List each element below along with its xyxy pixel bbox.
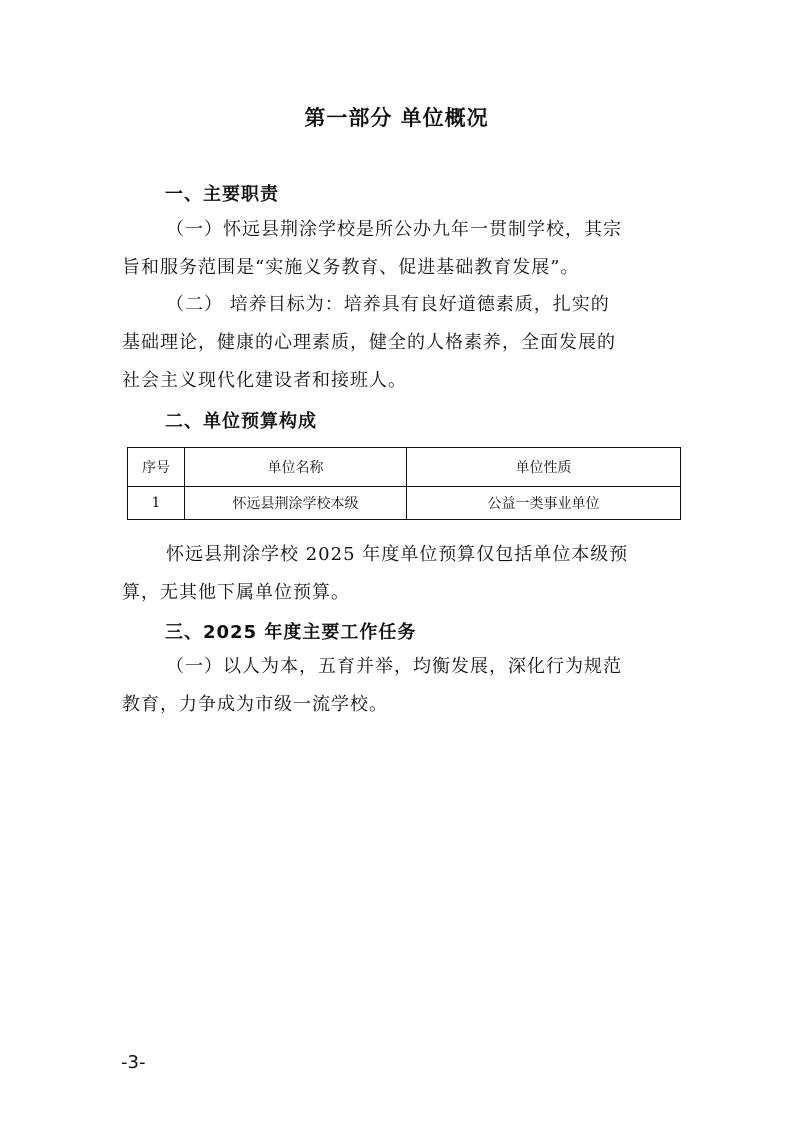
table-header-cell: 单位名称	[185, 448, 407, 487]
text-line: 基础理论，健康的心理素质，健全的人格素养，全面发展的	[122, 332, 616, 353]
table-header-cell: 序号	[128, 448, 185, 487]
text-line: 怀远县荆涂学校 2025 年度单位预算仅包括单位本级预	[166, 544, 629, 565]
table-header-row	[128, 448, 681, 487]
text-line: （一）怀远县荆涂学校是所公办九年一贯制学校，其宗	[166, 219, 622, 240]
table-header-cell: 单位性质	[407, 448, 681, 487]
table-cell: 怀远县荆涂学校本级	[185, 487, 407, 520]
section-heading-tasks: 三、2025 年度主要工作任务	[165, 622, 417, 643]
section-heading-duties: 一、主要职责	[165, 184, 279, 205]
table-cell: 公益一类事业单位	[407, 487, 681, 520]
page-number: -3-	[121, 1052, 146, 1073]
paragraph-duties-1	[122, 211, 678, 287]
unit-table	[127, 447, 681, 520]
text-line: 教育，力争成为市级一流学校。	[122, 694, 388, 715]
text-line: （二） 培养目标为：培养具有良好道德素质，扎实的	[166, 294, 610, 315]
table-row	[128, 487, 681, 520]
text-line: 社会主义现代化建设者和接班人。	[122, 370, 407, 391]
page-title: 第一部分 单位概况	[304, 106, 489, 130]
paragraph-duties-2	[122, 286, 678, 400]
text-line: 旨和服务范围是“实施义务教育、促进基础教育发展”。	[122, 257, 580, 278]
section-heading-budget-structure: 二、单位预算构成	[165, 411, 317, 432]
paragraph-budget-note	[122, 536, 678, 612]
text-line: （一）以人为本，五育并举，均衡发展，深化行为规范	[166, 656, 622, 677]
text-line: 算，无其他下属单位预算。	[122, 582, 350, 603]
table-cell: 1	[128, 487, 185, 520]
paragraph-tasks-1	[122, 648, 678, 724]
